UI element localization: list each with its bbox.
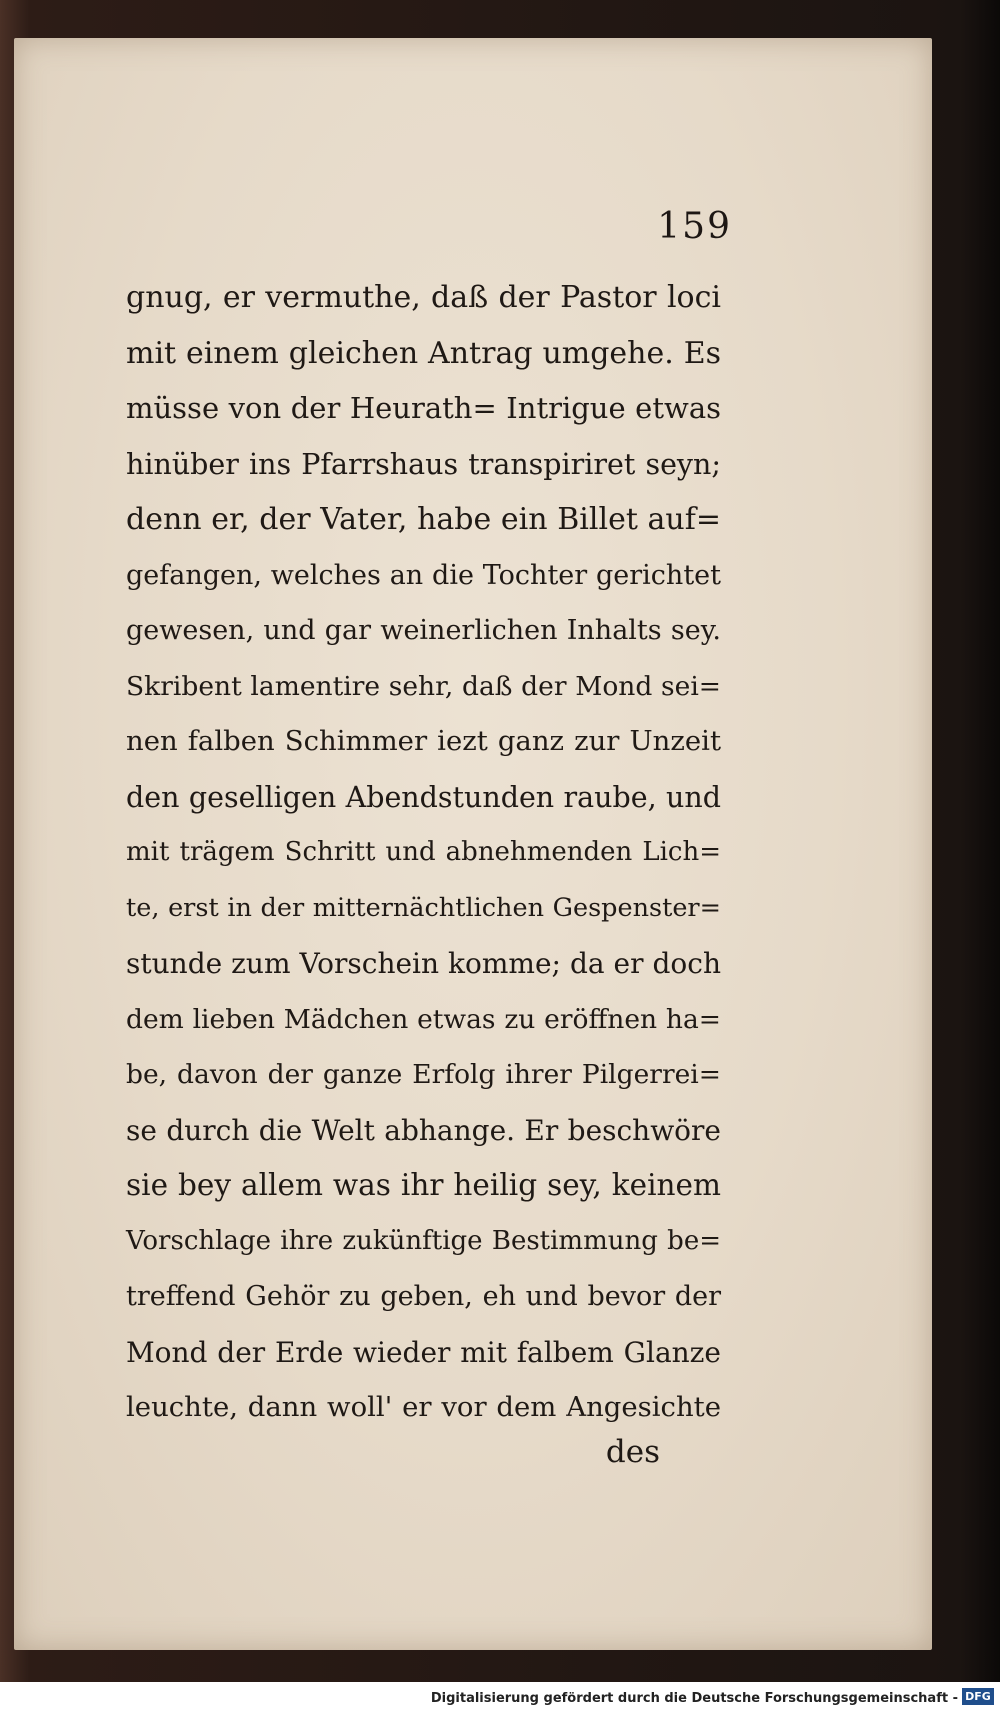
text-line: nen falben Schimmer iezt ganz zur Unzeit [126, 725, 721, 757]
text-line: gnug, er vermuthe, daß der Pastor loci [126, 280, 721, 315]
page-number: 159 [657, 206, 732, 247]
text-line: be, davon der ganze Erfolg ihrer Pilgerrei= [126, 1059, 721, 1090]
text-line: Mond der Erde wieder mit falbem Glanze [126, 1335, 721, 1369]
text-line: leuchte, dann woll' er vor dem Angesichte [126, 1391, 721, 1423]
catchword: des [605, 1434, 660, 1470]
funding-credit: Digitalisierung gefördert durch die Deutsche Forschungsgemeinschaft - [430, 1691, 958, 1706]
text-line: Skribent lamentire sehr, daß der Mond sei= [126, 670, 721, 702]
text-line: te, erst in der mitternächtlichen Gespenster= [126, 892, 721, 923]
body-text [126, 270, 721, 1436]
text-line: stunde zum Vorschein komme; da er doch [126, 947, 721, 980]
text-line: sie bey allem was ihr heilig sey, keinem [126, 1168, 721, 1202]
text-line: dem lieben Mädchen etwas zu eröffnen ha= [126, 1003, 721, 1035]
text-line: müsse von der Heurath= Intrigue etwas [126, 391, 721, 425]
text-line: treffend Gehör zu geben, eh und bevor der [126, 1281, 721, 1312]
digitization-footer [0, 1682, 1000, 1710]
text-line: mit trägem Schritt und abnehmenden Lich= [126, 837, 721, 867]
text-line: gefangen, welches an die Tochter gerichtet [126, 559, 721, 591]
text-line: mit einem gleichen Antrag umgehe. Es [126, 335, 721, 371]
book-page [14, 38, 932, 1650]
text-line: gewesen, und gar weinerlichen Inhalts sey. [126, 615, 721, 646]
text-line: Vorschlage ihre zukünftige Bestimmung be= [126, 1225, 721, 1256]
text-line: den geselligen Abendstunden raube, und [126, 780, 721, 814]
dfg-logo: DFG [962, 1688, 994, 1705]
text-line: denn er, der Vater, habe ein Billet auf= [126, 502, 721, 537]
text-line: hinüber ins Pfarrshaus transpiriret seyn; [126, 447, 721, 481]
text-line: se durch die Welt abhange. Er beschwöre [126, 1113, 721, 1147]
